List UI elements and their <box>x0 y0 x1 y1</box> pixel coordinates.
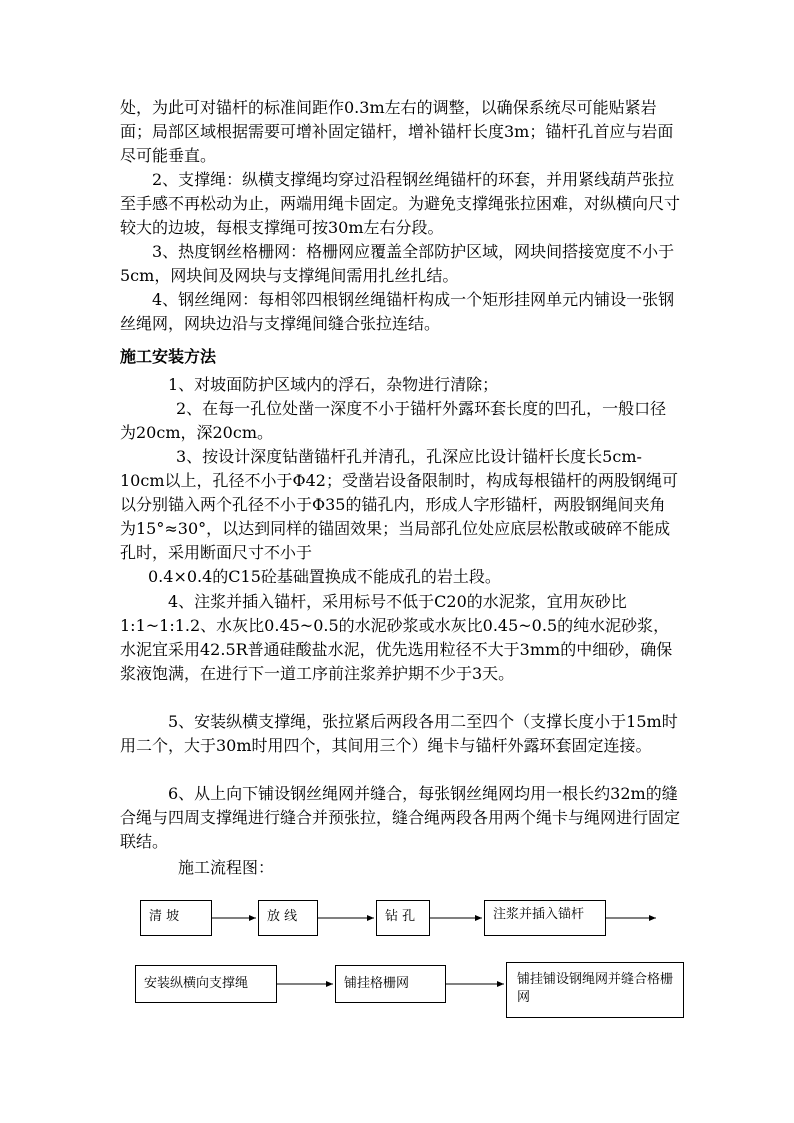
paragraph-support-rope: 2、支撑绳：纵横支撑绳均穿过沿程钢丝绳锚杆的环套，并用紧线葫芦张拉至手感不再松动为止，两端用绳卡固定。为避免支撑绳张拉困难，对纵横向尺寸较大的边坡，每根支撑绳可按30m左右分段。 <box>120 170 681 237</box>
paragraph-grid-net: 3、热度钢丝格栅网：格栅网应覆盖全部防护区域，网块间搭接宽度不小于5cm，网块间及网块与支撑绳间需用扎丝扎结。 <box>120 242 675 285</box>
step-4: 4、注浆并插入锚杆，采用标号不低于C20的水泥浆，宜用灰砂比1:1~1:1.2、水灰比0.45~0.5的水泥砂浆或水灰比0.45~0.5的纯水泥砂浆，水泥宜采用42.5R普通硅酸盐水泥，优先选用粒径不大于3mm的中细砂，确保浆液饱满，在进行下一道工序前注浆养护期不少于3天。 <box>120 592 673 683</box>
paragraph-intro: 处，为此可对锚杆的标准间距作0.3m左右的调整，以确保系统尽可能贴紧岩面；局部区域根据需要可增补固定锚杆，增补锚杆长度3m；锚杆孔首应与岩面尽可能垂直。 <box>120 98 674 165</box>
step-6: 6、从上向下铺设钢丝绳网并缝合，每张钢丝绳网均用一根长约32m的缝合绳与四周支撑绳进行缝合并预张拉，缝合绳两段各用两个绳卡与绳网进行固定联结。 <box>120 784 681 851</box>
flow-step-grout-anchor: 注浆并插入锚杆 <box>484 900 606 936</box>
step-3-continued: 0.4×0.4的C15砼基础置换成不能成孔的岩土段。 <box>148 567 501 586</box>
step-1: 1、对坡面防护区域内的浮石，杂物进行清除； <box>168 375 499 394</box>
flow-step-hang-wire-net: 铺挂铺设钢绳网并缝合格栅网 <box>506 962 684 1018</box>
flow-caption: 施工流程图： <box>178 858 275 877</box>
step-2: 2、在每一孔位处凿一深度不小于锚杆外露环套长度的凹孔，一般口径为20cm，深20cm。 <box>120 399 667 442</box>
flow-step-hang-grid: 铺挂格栅网 <box>335 965 446 1003</box>
step-5: 5、安装纵横支撑绳，张拉紧后两段各用二至四个（支撑长度小于15m时用二个，大于30m时用四个，其间用三个）绳卡与锚杆外露环套固定连接。 <box>120 712 678 755</box>
flow-step-clear-slope: 清 坡 <box>140 900 212 936</box>
section-heading: 施工安装方法 <box>120 347 217 366</box>
paragraph-wire-net: 4、钢丝绳网：每相邻四根钢丝绳锚杆构成一个矩形挂网单元内铺设一张钢丝绳网，网块边沿与支撑绳间缝合张拉连结。 <box>120 290 675 333</box>
flow-step-drill: 钻 孔 <box>376 900 430 936</box>
flow-step-install-ropes: 安装纵横向支撑绳 <box>135 965 277 1003</box>
flow-step-set-out: 放 线 <box>258 900 318 936</box>
step-3: 3、按设计深度钻凿锚杆孔并清孔，孔深应比设计锚杆长度长5cm-10cm以上，孔径不小于Φ42；受凿岩设备限制时，构成每根锚杆的两股钢绳可以分别锚入两个孔径不小于Φ35的锚孔内，形成人字形锚杆，两股钢绳间夹角为15°≈30°，以达到同样的锚固效果；当局部孔位处应底层松散或破碎不能成孔时，采用断面尺寸不小于 <box>120 447 678 562</box>
